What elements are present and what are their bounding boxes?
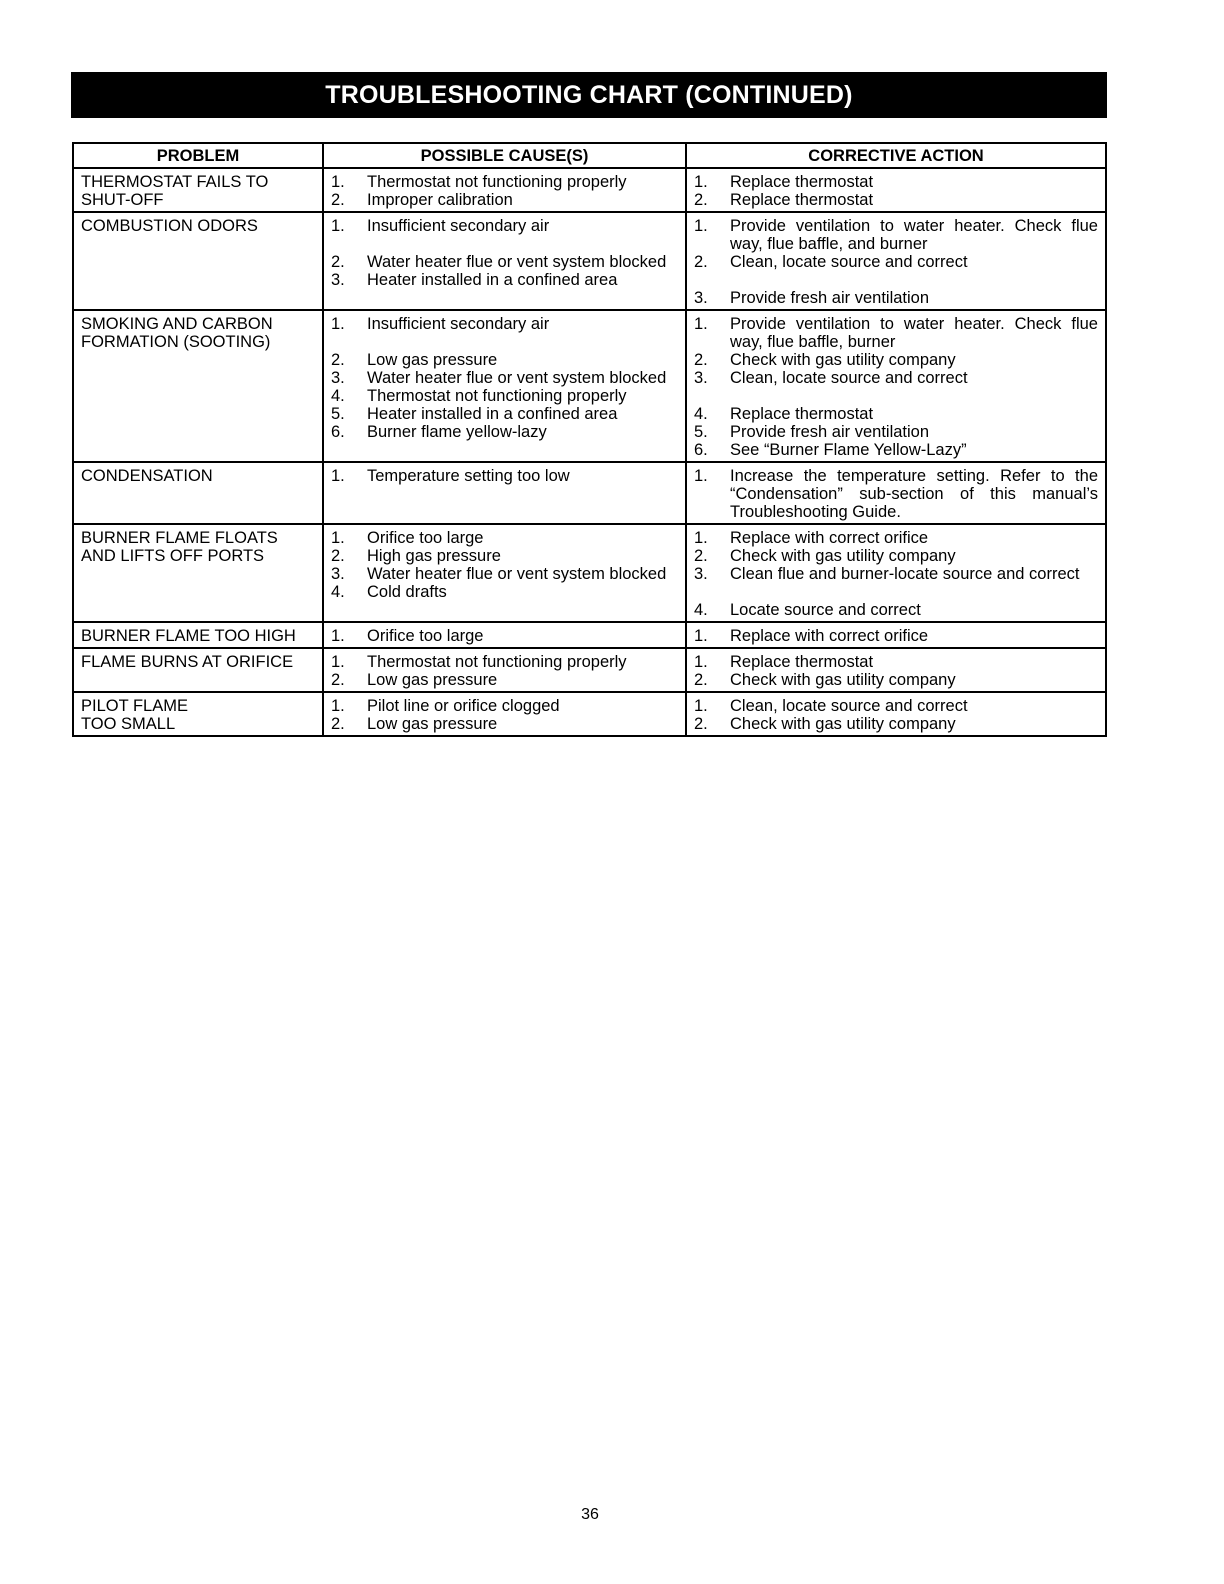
item-text: High gas pressure	[367, 547, 501, 565]
item-number: 3.	[331, 271, 345, 289]
item-number: 2.	[694, 547, 708, 565]
action-item	[694, 441, 1098, 459]
item-text: Replace with correct orifice	[730, 529, 929, 547]
action-cell	[686, 462, 1106, 524]
action-item	[694, 423, 1098, 441]
item-text: Thermostat not functioning properly	[367, 653, 627, 671]
action-item	[694, 547, 1098, 565]
problem-cell: BURNER FLAME FLOATS AND LIFTS OFF PORTS	[73, 524, 323, 622]
action-item	[694, 351, 1098, 369]
cause-item	[331, 405, 678, 423]
item-text: Check with gas utility company	[730, 671, 956, 689]
chart-title: TROUBLESHOOTING CHART (CONTINUED)	[325, 80, 853, 109]
problem-cell: PILOT FLAME TOO SMALL	[73, 692, 323, 736]
item-text: Insufficient secondary air	[367, 217, 550, 235]
action-item	[694, 315, 1098, 351]
item-text: Heater installed in a confined area	[367, 271, 618, 289]
action-item	[694, 715, 1098, 733]
problem-cell: FLAME BURNS AT ORIFICE	[73, 648, 323, 692]
table-body	[73, 168, 1106, 736]
cause-item	[331, 191, 678, 209]
cause-item	[331, 315, 678, 333]
problem-cell: THERMOSTAT FAILS TO SHUT-OFF	[73, 168, 323, 212]
item-number: 6.	[694, 441, 708, 459]
item-number: 1.	[694, 467, 708, 485]
item-number: 1.	[694, 529, 708, 547]
item-text: Replace thermostat	[730, 173, 874, 191]
chart-title-banner	[71, 72, 1107, 118]
item-number: 2.	[694, 253, 708, 271]
item-text: Water heater flue or vent system blocked	[367, 369, 667, 387]
cause-item	[331, 565, 678, 583]
action-cell	[686, 212, 1106, 310]
cause-item	[331, 173, 678, 191]
item-number: 5.	[694, 423, 708, 441]
problem-cell: COMBUSTION ODORS	[73, 212, 323, 310]
cause-item	[331, 467, 678, 485]
item-number: 3.	[331, 369, 345, 387]
item-number: 2.	[694, 191, 708, 209]
item-number: 1.	[694, 315, 708, 333]
item-number: 1.	[331, 217, 345, 235]
action-cell	[686, 622, 1106, 648]
item-text: Check with gas utility company	[730, 547, 956, 565]
action-item	[694, 653, 1098, 671]
line-spacer	[331, 235, 678, 253]
item-text: Clean, locate source and correct	[730, 253, 968, 271]
causes-cell	[323, 524, 686, 622]
line-spacer	[694, 583, 1098, 601]
cause-item	[331, 697, 678, 715]
line-spacer	[694, 387, 1098, 405]
problem-cell: BURNER FLAME TOO HIGH	[73, 622, 323, 648]
table-row	[73, 212, 1106, 310]
causes-cell	[323, 648, 686, 692]
item-text: Clean, locate source and correct	[730, 697, 968, 715]
item-text: Orifice too large	[367, 627, 484, 645]
causes-cell	[323, 692, 686, 736]
action-cell	[686, 648, 1106, 692]
item-text: Low gas pressure	[367, 715, 498, 733]
item-number: 1.	[331, 653, 345, 671]
action-item	[694, 671, 1098, 689]
item-number: 3.	[331, 565, 345, 583]
action-item	[694, 697, 1098, 715]
item-text: Burner flame yellow-lazy	[367, 423, 547, 441]
cause-item	[331, 271, 678, 289]
cause-item	[331, 387, 678, 405]
item-number: 2.	[331, 671, 345, 689]
action-item	[694, 253, 1098, 271]
cause-item	[331, 583, 678, 601]
cause-item	[331, 351, 678, 369]
item-number: 4.	[331, 583, 345, 601]
item-text: Pilot line or orifice clogged	[367, 697, 560, 715]
item-number: 2.	[331, 253, 345, 271]
column-header-action: CORRECTIVE ACTION	[686, 143, 1106, 168]
table-row	[73, 524, 1106, 622]
cause-item	[331, 529, 678, 547]
column-header-problem: PROBLEM	[73, 143, 323, 168]
item-number: 1.	[331, 467, 345, 485]
item-number: 1.	[694, 653, 708, 671]
table-row	[73, 622, 1106, 648]
item-text: Increase the temperature setting. Refer to the “Condensation” sub-section of this manual’s Troubleshooting Guide.	[730, 467, 1098, 521]
item-number: 2.	[694, 671, 708, 689]
table-row	[73, 462, 1106, 524]
item-number: 1.	[694, 627, 708, 645]
cause-item	[331, 369, 678, 387]
action-cell	[686, 168, 1106, 212]
item-text: Cold drafts	[367, 583, 447, 601]
table-row	[73, 168, 1106, 212]
item-text: Check with gas utility company	[730, 715, 956, 733]
item-text: See “Burner Flame Yellow-Lazy”	[730, 441, 967, 459]
troubleshooting-table	[72, 142, 1107, 737]
line-spacer	[694, 271, 1098, 289]
causes-cell	[323, 622, 686, 648]
item-text: Thermostat not functioning properly	[367, 173, 627, 191]
item-text: Provide ventilation to water heater. Check flue way, flue baffle, and burner	[730, 217, 1098, 253]
item-text: Replace thermostat	[730, 405, 874, 423]
causes-cell	[323, 168, 686, 212]
causes-cell	[323, 310, 686, 462]
action-item	[694, 405, 1098, 423]
item-text: Provide fresh air ventilation	[730, 423, 930, 441]
item-text: Improper calibration	[367, 191, 513, 209]
cause-item	[331, 715, 678, 733]
action-cell	[686, 310, 1106, 462]
item-number: 1.	[331, 529, 345, 547]
item-text: Replace thermostat	[730, 653, 874, 671]
item-text: Low gas pressure	[367, 671, 498, 689]
action-item	[694, 173, 1098, 191]
item-text: Heater installed in a confined area	[367, 405, 618, 423]
causes-cell	[323, 212, 686, 310]
action-item	[694, 627, 1098, 645]
action-item	[694, 191, 1098, 209]
item-number: 2.	[331, 715, 345, 733]
action-item	[694, 217, 1098, 253]
cause-item	[331, 253, 678, 271]
item-text: Orifice too large	[367, 529, 484, 547]
line-spacer	[331, 333, 678, 351]
item-text: Thermostat not functioning properly	[367, 387, 627, 405]
item-number: 5.	[331, 405, 345, 423]
item-number: 1.	[331, 627, 345, 645]
item-text: Provide ventilation to water heater. Check flue way, flue baffle, burner	[730, 315, 1098, 351]
page-number: 36	[581, 1506, 599, 1523]
problem-cell: CONDENSATION	[73, 462, 323, 524]
item-number: 1.	[694, 697, 708, 715]
item-text: Water heater flue or vent system blocked	[367, 565, 667, 583]
item-number: 3.	[694, 289, 708, 307]
table-row	[73, 692, 1106, 736]
item-number: 6.	[331, 423, 345, 441]
action-cell	[686, 692, 1106, 736]
cause-item	[331, 547, 678, 565]
action-item	[694, 529, 1098, 547]
item-number: 1.	[331, 315, 345, 333]
table-row	[73, 648, 1106, 692]
item-text: Provide fresh air ventilation	[730, 289, 930, 307]
cause-item	[331, 653, 678, 671]
item-text: Clean flue and burner-locate source and correct	[730, 565, 1080, 583]
item-text: Check with gas utility company	[730, 351, 956, 369]
header-row	[73, 143, 1106, 168]
item-text: Insufficient secondary air	[367, 315, 550, 333]
column-header-causes: POSSIBLE CAUSE(S)	[323, 143, 686, 168]
item-number: 2.	[331, 547, 345, 565]
item-text: Replace thermostat	[730, 191, 874, 209]
item-number: 2.	[694, 715, 708, 733]
item-text: Locate source and correct	[730, 601, 921, 619]
item-number: 4.	[694, 601, 708, 619]
cause-item	[331, 671, 678, 689]
action-item	[694, 565, 1098, 583]
cause-item	[331, 627, 678, 645]
causes-cell	[323, 462, 686, 524]
item-number: 3.	[694, 369, 708, 387]
item-number: 1.	[694, 173, 708, 191]
item-text: Clean, locate source and correct	[730, 369, 968, 387]
item-number: 2.	[331, 351, 345, 369]
item-number: 1.	[694, 217, 708, 235]
action-item	[694, 601, 1098, 619]
item-number: 2.	[331, 191, 345, 209]
item-text: Replace with correct orifice	[730, 627, 929, 645]
action-item	[694, 369, 1098, 387]
cause-item	[331, 217, 678, 235]
item-number: 4.	[331, 387, 345, 405]
action-item	[694, 289, 1098, 307]
table-row	[73, 310, 1106, 462]
item-number: 2.	[694, 351, 708, 369]
problem-cell: SMOKING AND CARBON FORMATION (SOOTING)	[73, 310, 323, 462]
item-number: 1.	[331, 173, 345, 191]
item-text: Water heater flue or vent system blocked	[367, 253, 667, 271]
action-item	[694, 467, 1098, 521]
item-text: Low gas pressure	[367, 351, 498, 369]
item-number: 4.	[694, 405, 708, 423]
item-text: Temperature setting too low	[367, 467, 570, 485]
item-number: 1.	[331, 697, 345, 715]
item-number: 3.	[694, 565, 708, 583]
action-cell	[686, 524, 1106, 622]
cause-item	[331, 423, 678, 441]
